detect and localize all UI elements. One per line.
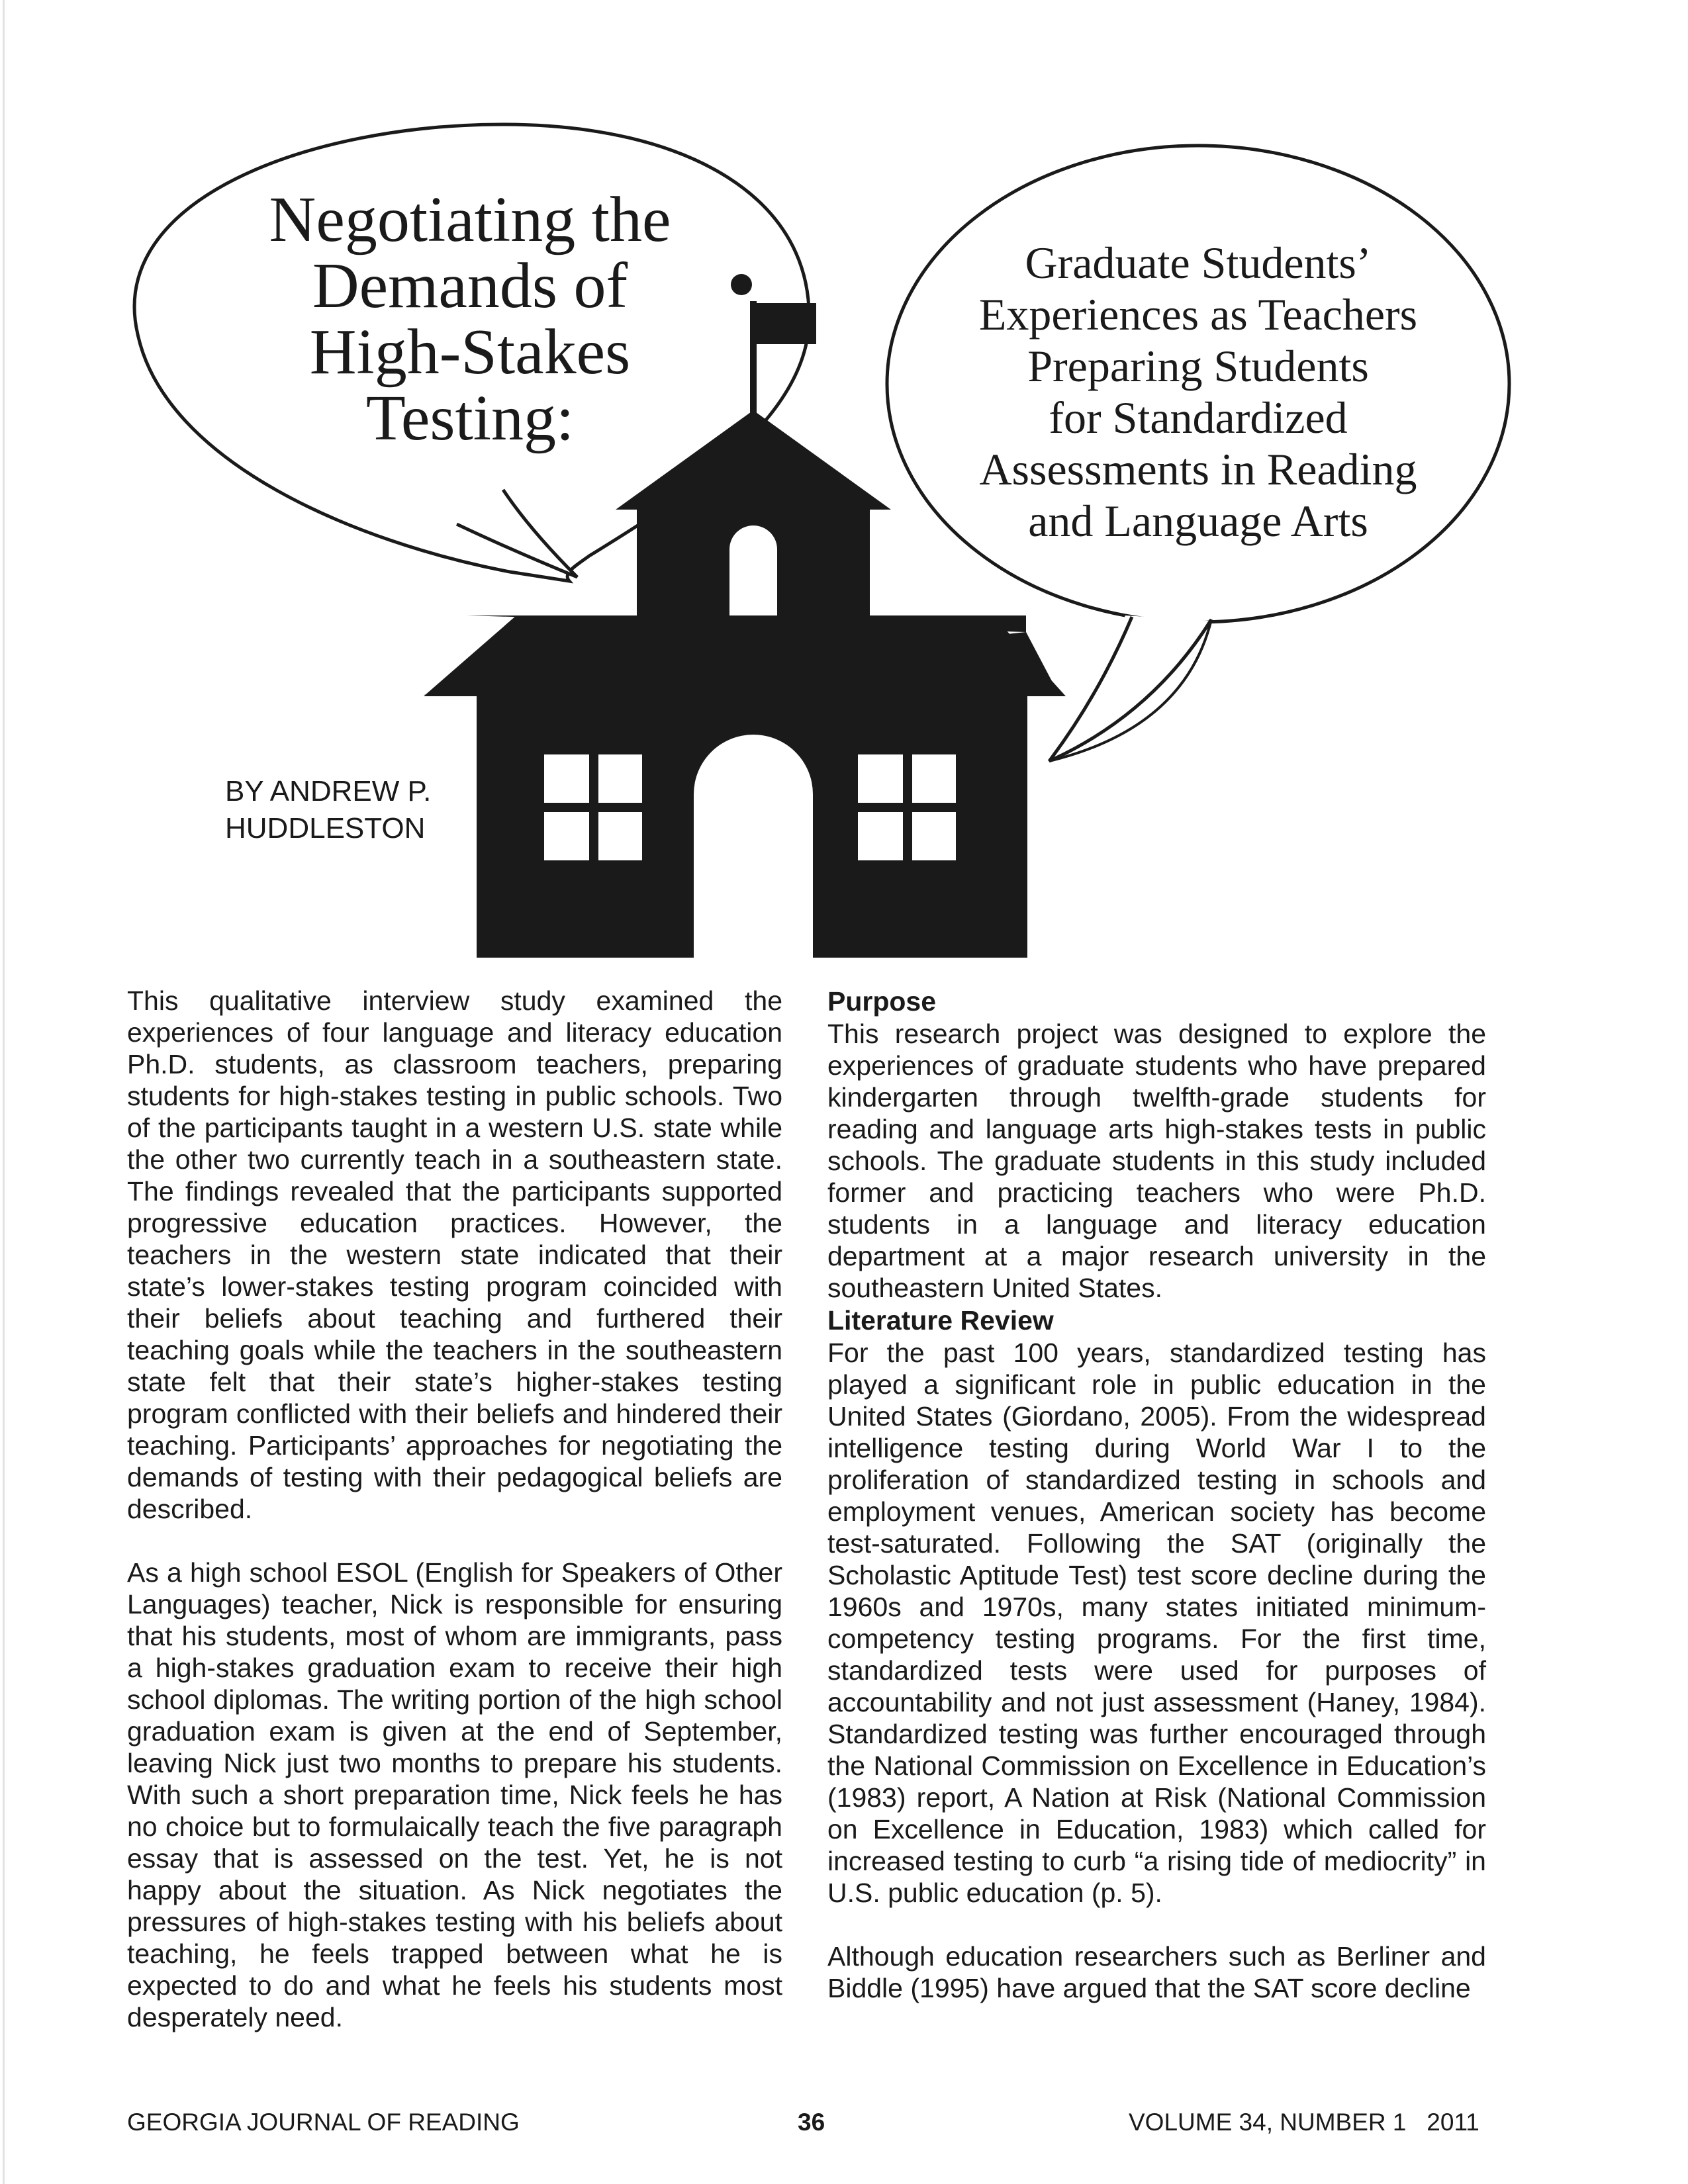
purpose-paragraph: This research project was designed to explore the experiences of graduate students who have prepared kindergarten through twelfth-grade students for reading and language arts high-stakes tests in public schools. The graduate students in this study included former and practicing teachers who were Ph.D. students in a language and literacy education department at a major research university in the southeastern United States. [827,1019,1486,1303]
page-number: 36 [798,2109,825,2136]
left-column [127,985,782,2065]
title-line: High-Stakes [309,316,631,388]
byline-line-2: HUDDLESTON [225,812,426,844]
subtitle-line: Assessments in Reading [979,444,1417,494]
right-column [827,985,1486,2036]
volume-info: VOLUME 34, NUMBER 1 2011 [1129,2109,1479,2136]
purpose-heading: Purpose [827,986,937,1017]
continuation-paragraph: Although education researchers such as Berliner and Biddle (1995) have argued that the SAT score decline [827,1941,1486,2003]
subtitle-line: for Standardized [1049,392,1348,443]
title-line: Demands of [312,250,628,322]
intro-paragraph: As a high school ESOL (English for Speakers of Other Languages) teacher, Nick is responsible for ensuring that his students, most of whom are immigrants, pass a high-stakes graduation exam to receive their high school diplomas. The writing portion of the high school graduation exam is given at the end of September, leaving Nick just two months to prepare his students. With such a short preparation time, Nick feels he has no choice but to formulaically teach the five paragraph essay that is assessed on the test. Yet, he is not happy about the situation. As Nick negotiates the pressures of high-stakes testing with his beliefs about teaching, he feels trapped between what he is expected to do and what he feels his students most desperately need. [127,1557,782,2032]
literature-review-heading: Literature Review [827,1305,1054,1336]
literature-review-paragraph: For the past 100 years, standardized testing has played a significant role in public education in the United States (Giordano, 2005). From the widespread intelligence testing during World War I to the proliferation of standardized testing in schools and employment venues, American society has become test-saturated. Following the SAT (originally the Scholastic Aptitude Test) test score decline during the 1960s and 1970s, many states initiated minimum-competency testing programs. For the first time, standardized tests were used for purposes of accountability and not just assessment (Haney, 1984). Standardized testing was further encouraged through the National Commission on Excellence in Education’s (1983) report, A Nation at Risk (National Commission on Excellence in Education, 1983) which called for increased testing to curb “a rising tide of mediocrity” in U.S. public education (p. 5). [827,1338,1486,1908]
subtitle-line: Preparing Students [1027,341,1369,391]
title-line: Testing: [365,383,575,454]
article-title [199,184,741,454]
subtitle-line: Experiences as Teachers [978,289,1418,340]
abstract-paragraph: This qualitative interview study examined the experiences of four language and literacy education Ph.D. students, as classroom teachers, preparing students for high-stakes testing in public schools. Two of the participants taught in a western U.S. state while the other two currently teach in a southeastern state. The findings revealed that the participants supported progressive education practices. However, the teachers in the western state indicated that their state’s lower-stakes testing program coincided with their beliefs about teaching and furthered their teaching goals while the teachers in the southeastern state felt that their state’s higher-stakes testing program conflicted with their beliefs and hindered their teaching. Participants’ approaches for negotiating the demands of testing with their pedagogical beliefs are described. [127,985,782,1524]
byline-line-1: BY ANDREW P. [225,775,432,807]
subtitle-line: and Language Arts [1028,496,1368,546]
subtitle-line: Graduate Students’ [1025,238,1372,288]
page-footer [0,2106,1688,2139]
author-byline [225,773,490,847]
article-subtitle [894,237,1503,547]
journal-name: GEORGIA JOURNAL OF READING [127,2109,520,2136]
title-line: Negotiating the [269,184,671,255]
